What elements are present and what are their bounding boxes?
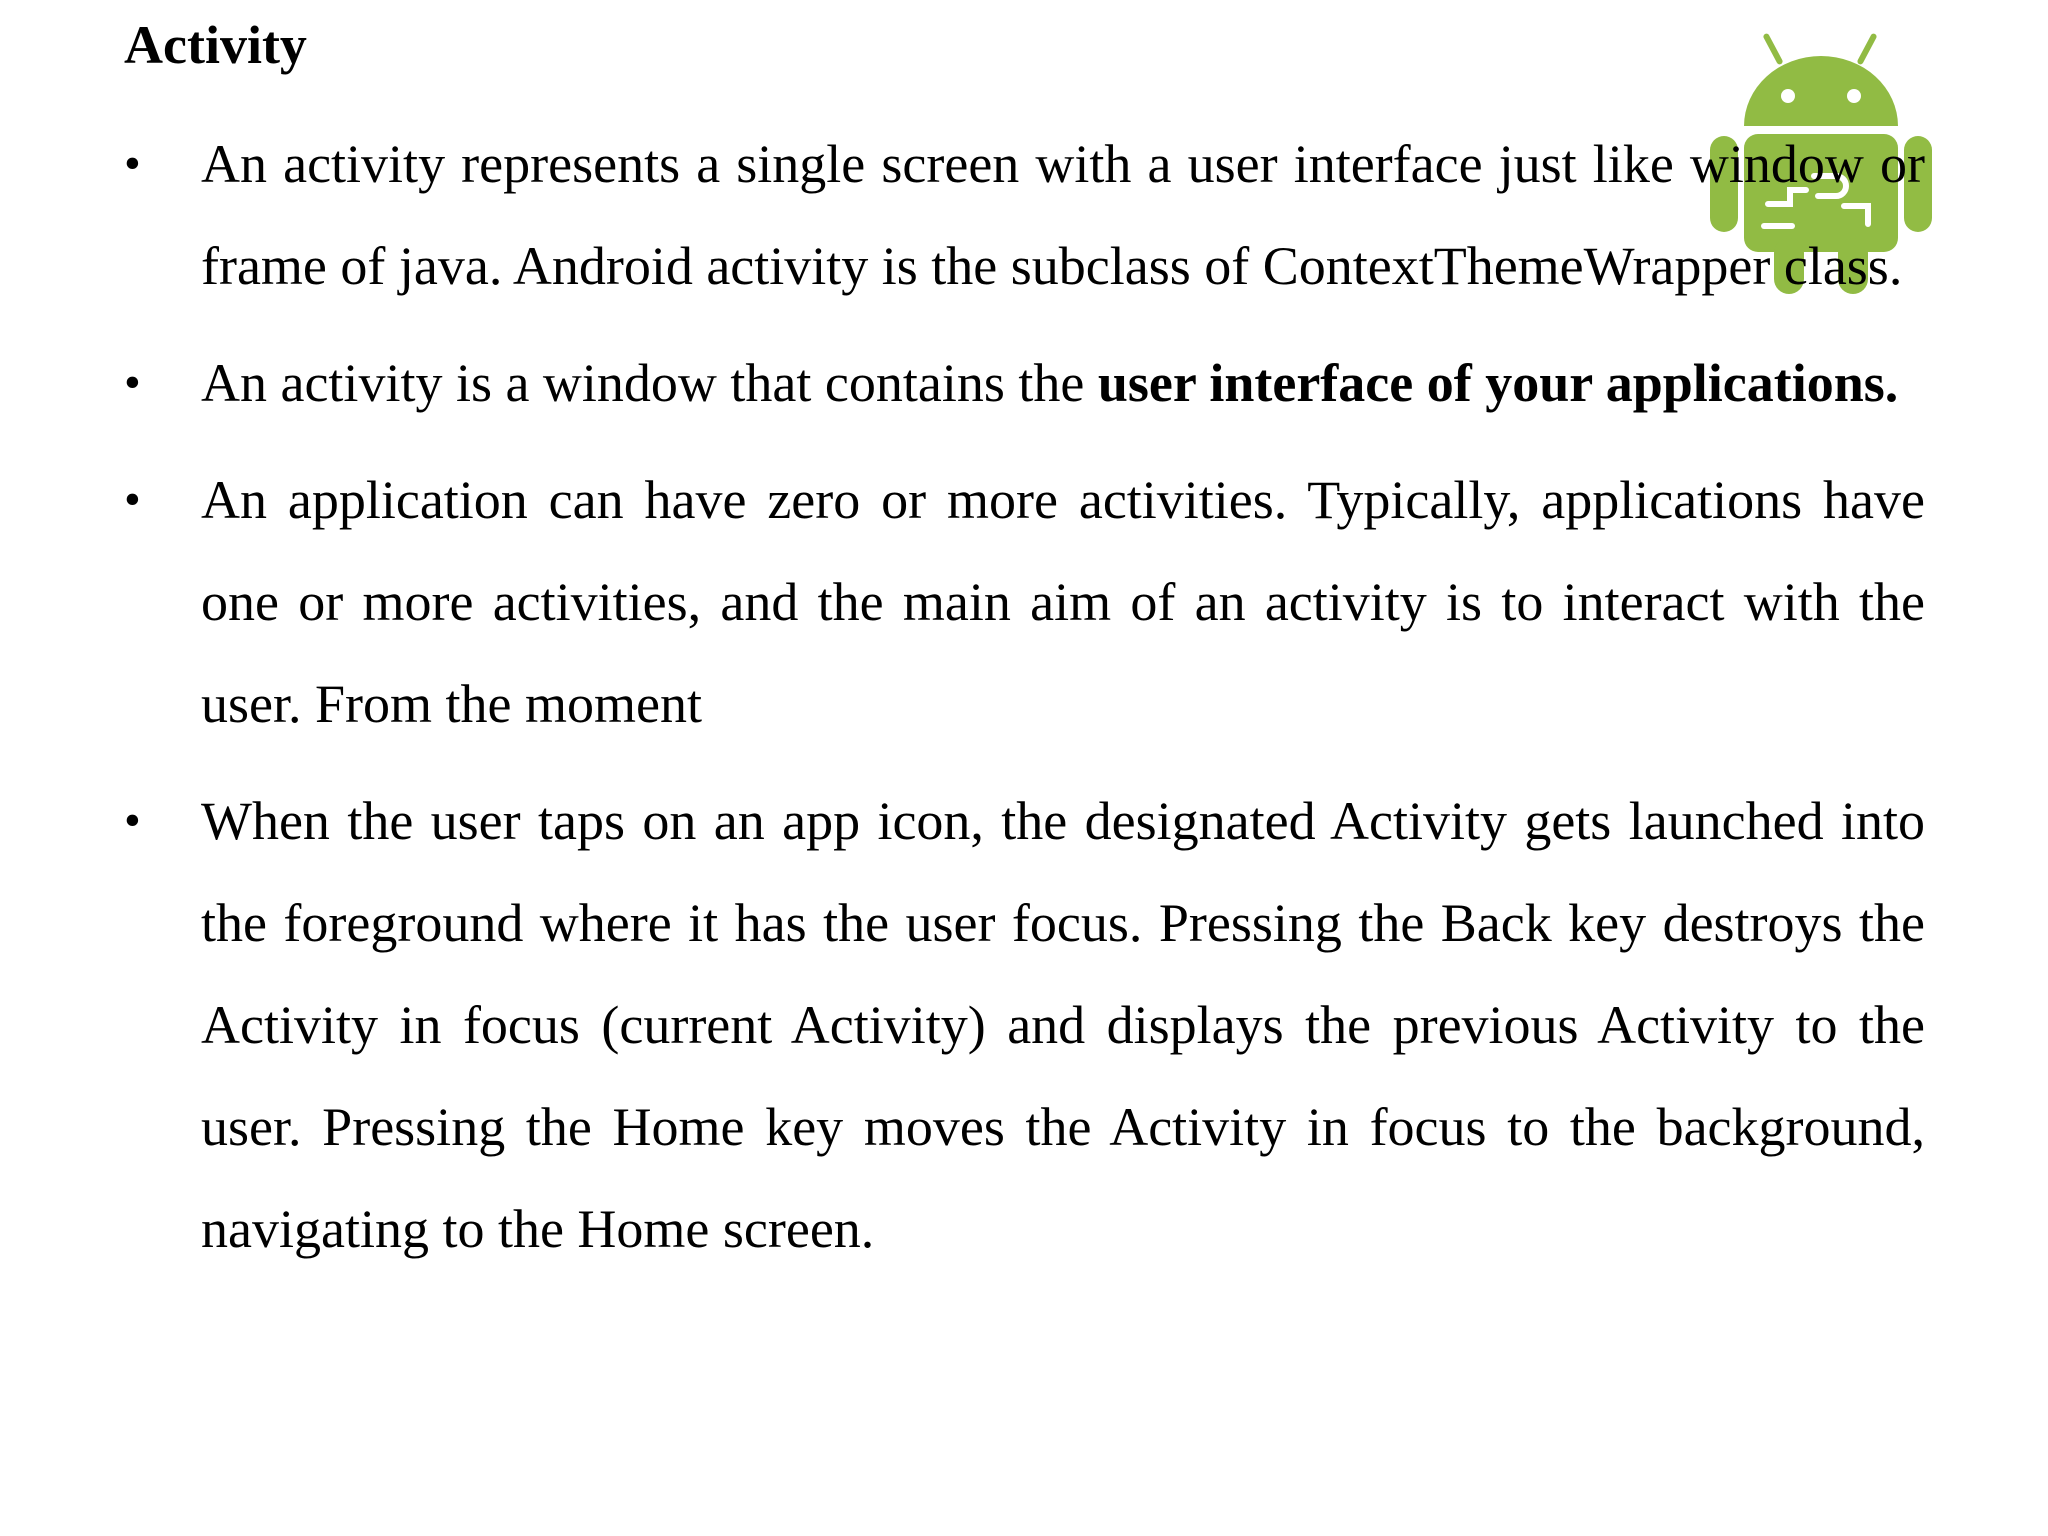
- page-title: Activity: [124, 15, 307, 75]
- list-item: [0, 449, 2048, 755]
- bullet-text: An application can have zero or more activities. Typically, applications have one or more activities, and the main aim of an activity is to interact with the user. From the moment: [201, 470, 1925, 734]
- bullet-marker: •: [124, 473, 141, 526]
- bullet-list: [0, 113, 2048, 1280]
- bullet-text: An activity represents a single screen with a user interface just like window or frame of java. Android activity is the subclass of ContextThemeWrapper class.: [201, 134, 1925, 296]
- bullet-text-regular: An activity is a window that contains the: [201, 353, 1098, 413]
- bullet-text: When the user taps on an app icon, the designated Activity gets launched into the foreground where it has the user focus. Pressing the Back key destroys the Activity in focus (current Activity) and displays the previous Activity to the user. Pressing the Home key moves the Activity in focus to the background, navigating to the Home screen.: [201, 791, 1925, 1259]
- bullet-marker: •: [124, 794, 141, 847]
- bullet-text: [201, 332, 1925, 434]
- list-item: [0, 113, 2048, 317]
- bullet-marker: •: [124, 356, 141, 409]
- list-item: [0, 332, 2048, 434]
- bullet-marker: •: [124, 137, 141, 190]
- bullet-text-bold: user interface of your applications.: [1097, 353, 1899, 413]
- list-item: [0, 770, 2048, 1280]
